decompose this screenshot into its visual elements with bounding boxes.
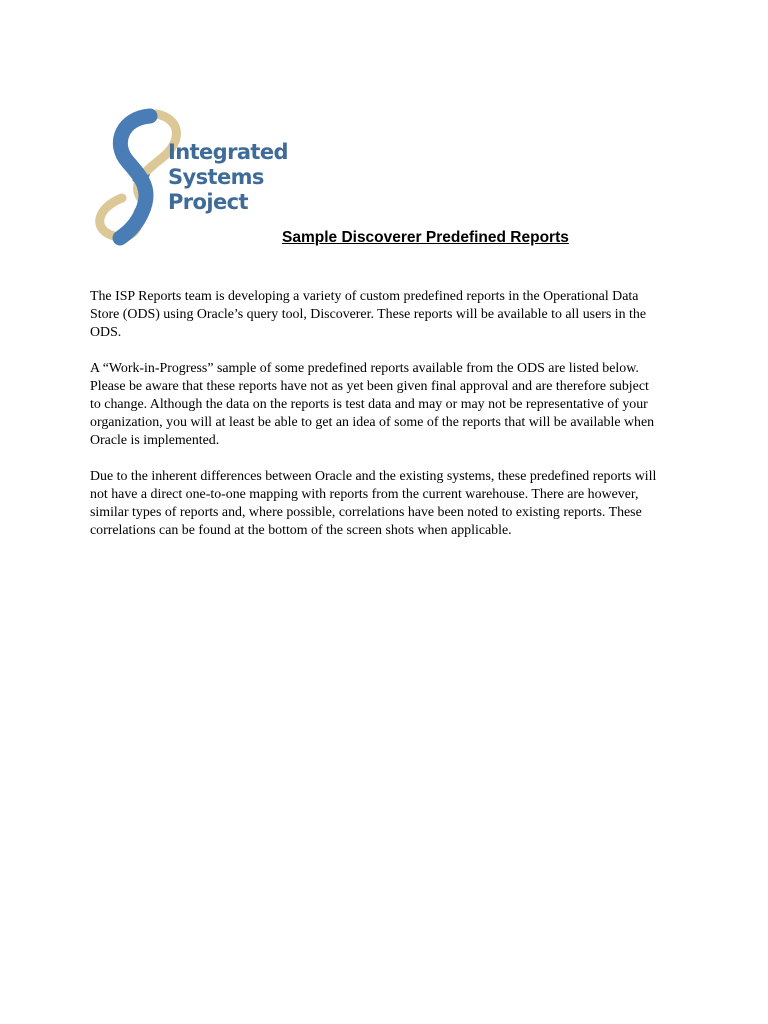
isp-logo [92, 108, 292, 248]
paragraph-work-in-progress: A “Work-in-Progress” sample of some predefined reports available from the ODS are listed below. Please be aware that these reports have not as yet been given final approval and are therefore subject to change. Although the data on the reports is test data and may or may not be representative of your organization, you will at least be able to get an idea of some of the reports that will be available when Oracle is implemented. [90, 361, 655, 448]
paragraph-intro: The ISP Reports team is developing a variety of custom predefined reports in the Operational Data Store (ODS) using Oracle’s query tool, Discoverer. These reports will be available to all users in the ODS. [90, 289, 646, 340]
document-body [90, 288, 660, 558]
logo-line-systems: Systems [168, 165, 264, 189]
logo-wordmark [168, 140, 288, 215]
document-title: Sample Discoverer Predefined Reports [282, 229, 569, 246]
logo-line-project: Project [168, 190, 248, 214]
logo-line-integrated: Integrated [168, 140, 288, 164]
paragraph-differences: Due to the inherent differences between Oracle and the existing systems, these predefined reports will not have a direct one-to-one mapping with reports from the current warehouse. There are however, similar types of reports and, where possible, correlations have been noted to existing reports. These correlations can be found at the bottom of the screen shots when applicable. [90, 469, 657, 538]
